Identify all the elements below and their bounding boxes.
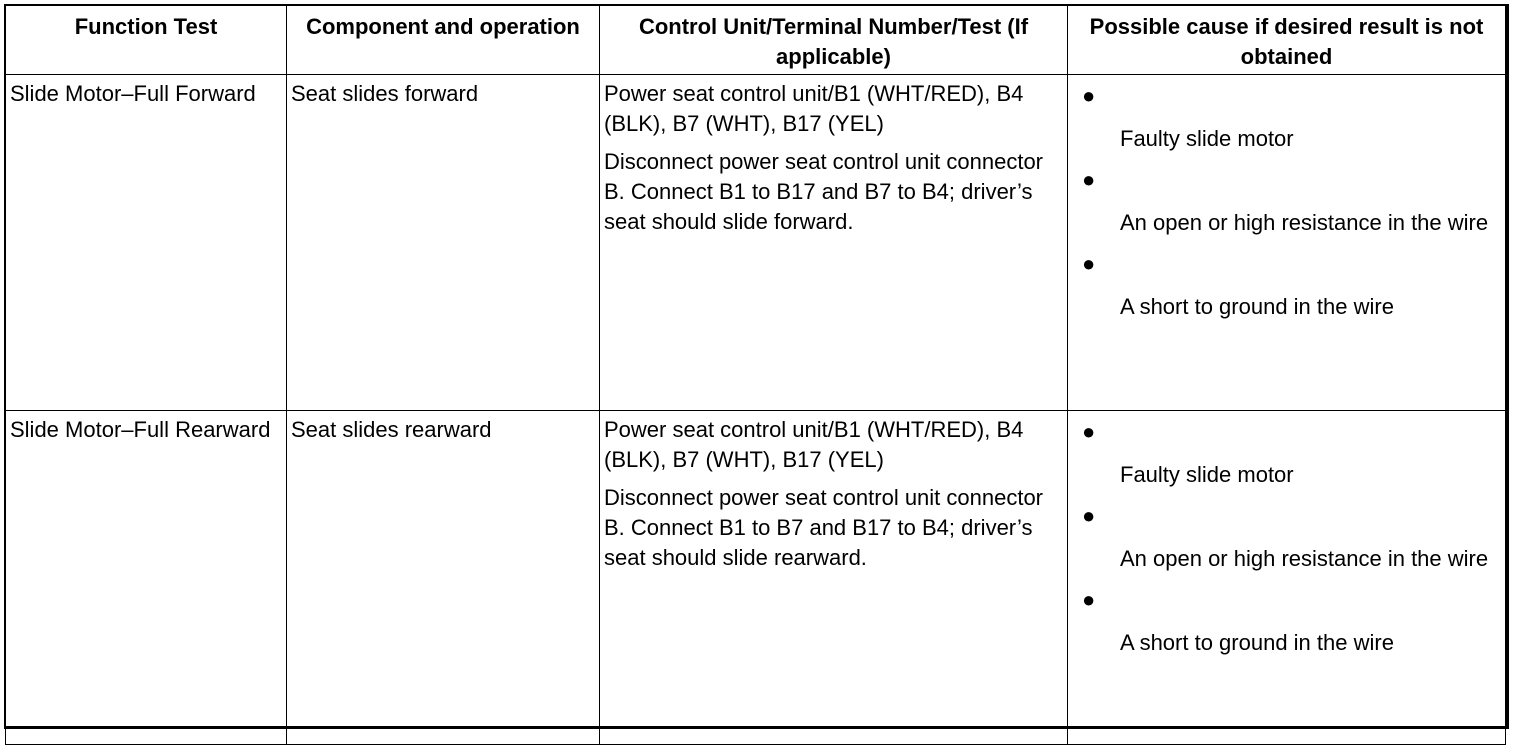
component-cell: Seat slides forward <box>287 75 600 411</box>
bullet-icon: ● <box>1082 167 1096 192</box>
header-function-test: Function Test <box>6 6 287 75</box>
function-test-cell: Slide Motor–Full Forward <box>6 75 287 411</box>
cause-item <box>1082 587 1497 658</box>
cause-text: A short to ground in the wire <box>1120 294 1394 319</box>
function-test-cell: Slide Motor–Full Rearward <box>6 411 287 745</box>
bullet-icon: ● <box>1082 503 1096 528</box>
terminals-text: Power seat control unit/B1 (WHT/RED), B4 (BLK), B7 (WHT), B17 (YEL) <box>604 417 1024 472</box>
cause-text: Faulty slide motor <box>1120 462 1294 487</box>
cause-text: A short to ground in the wire <box>1120 630 1394 655</box>
bullet-icon: ● <box>1082 587 1096 612</box>
terminals-text: Power seat control unit/B1 (WHT/RED), B4 (BLK), B7 (WHT), B17 (YEL) <box>604 81 1024 136</box>
cause-text: An open or high resistance in the wire <box>1120 210 1489 235</box>
cause-item <box>1082 419 1497 490</box>
cause-text: Faulty slide motor <box>1120 126 1294 151</box>
header-possible-cause: Possible cause if desired result is not obtained <box>1068 6 1506 75</box>
function-test-table <box>5 5 1506 745</box>
possible-cause-cell <box>1068 411 1506 745</box>
header-component: Component and operation <box>287 6 600 75</box>
cause-item <box>1082 251 1497 322</box>
function-test-table-frame <box>4 4 1509 729</box>
table-row <box>6 75 1506 411</box>
control-unit-cell <box>600 75 1068 411</box>
cause-item <box>1082 167 1497 238</box>
cause-text: An open or high resistance in the wire <box>1120 546 1489 571</box>
possible-cause-cell <box>1068 75 1506 411</box>
component-cell: Seat slides rearward <box>287 411 600 745</box>
bullet-icon: ● <box>1082 251 1096 276</box>
cause-item <box>1082 83 1497 154</box>
header-control-unit: Control Unit/Terminal Number/Test (If applicable) <box>600 6 1068 75</box>
header-row <box>6 6 1506 75</box>
cause-item <box>1082 503 1497 574</box>
test-text: Disconnect power seat control unit connector B. Connect B1 to B7 and B17 to B4; driver’s seat should slide rearward. <box>604 485 1044 570</box>
test-text: Disconnect power seat control unit connector B. Connect B1 to B17 and B7 to B4; driver’s seat should slide forward. <box>604 149 1044 234</box>
control-unit-cell <box>600 411 1068 745</box>
bullet-icon: ● <box>1082 83 1096 108</box>
table-row <box>6 411 1506 745</box>
bullet-icon: ● <box>1082 419 1096 444</box>
